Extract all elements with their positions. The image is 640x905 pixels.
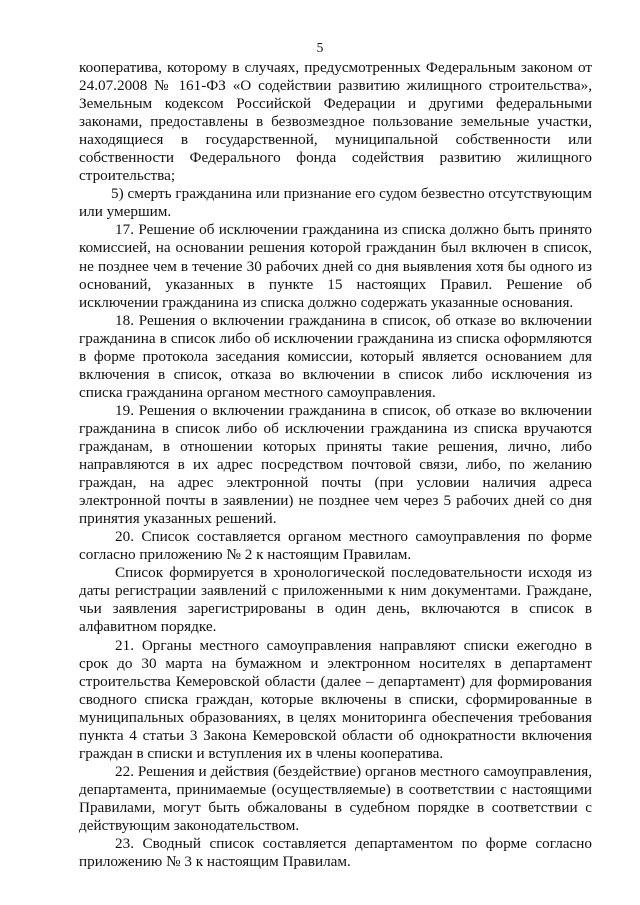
paragraph-20: 20. Список составляется органом местного самоуправления по форме согласно приложению № 2 к настоящим Правилам. [79,528,592,564]
paragraph-continuation: кооператива, которому в случаях, предусмотренных Федеральным законом от 24.07.2008 № 161-ФЗ «О содействии развитию жилищного строительства», Земельным кодексом Российской Федерации и другими федеральными законами, предоставлены в безвозмездное пользование земельные участки, находящиеся в государственной, муниципальной собственности или собственности Федерального фонда содействия развитию жилищного строительства; [79,59,592,185]
paragraph-20-list-order: Список формируется в хронологической последовательности исходя из даты регистрации заявлений с приложенными к ним документами. Граждане, чьи заявления зарегистрированы в один день, включаются в список в алфавитном порядке. [79,564,592,636]
paragraph-item-5: 5) смерть гражданина или признание его судом безвестно отсутствующим или умершим. [79,185,592,221]
paragraph-17: 17. Решение об исключении гражданина из списка должно быть принято комиссией, на основании решения которой гражданин был включен в список, не позднее чем в течение 30 рабочих дней со дня выявления хотя бы одного из оснований, указанных в пункте 15 настоящих Правил. Решение об исключении гражданина из списка должно содержать указанные основания. [79,221,592,311]
document-body [79,59,592,871]
page-number: 5 [316,40,324,55]
paragraph-21: 21. Органы местного самоуправления направляют списки ежегодно в срок до 30 марта на бумажном и электронном носителях в департамент строительства Кемеровской области (далее – департамент) для формирования сводного списка граждан, которые включены в списки, сформированные в муниципальных образованиях, в целях мониторинга обеспечения требования пункта 4 статьи 3 Закона Кемеровской области об однократности включения граждан в списки и вступления их в члены кооператива. [79,636,592,762]
paragraph-22: 22. Решения и действия (бездействие) органов местного самоуправления, департамента, принимаемые (осуществляемые) в соответствии с настоящими Правилами, могут быть обжалованы в судебном порядке в соответствии с действующим законодательством. [79,762,592,834]
paragraph-23: 23. Сводный список составляется департаментом по форме согласно приложению № 3 к настоящим Правилам. [79,835,592,871]
paragraph-18: 18. Решения о включении гражданина в список, об отказе во включении гражданина в список либо об исключении гражданина из списка оформляются в форме протокола заседания комиссии, который является основанием для включения в список, отказа во включении в список либо исключения из списка гражданина органом местного самоуправления. [79,311,592,401]
paragraph-19: 19. Решения о включении гражданина в список, об отказе во включении гражданина в список либо об исключении гражданина из списка вручаются гражданам, в отношении которых приняты такие решения, лично, либо направляются в их адрес посредством почтовой связи, либо, по желанию граждан, на адрес электронной почты (при условии наличия адреса электронной почты в заявлении) не позднее чем через 5 рабочих дней со дня принятия указанных решений. [79,401,592,528]
